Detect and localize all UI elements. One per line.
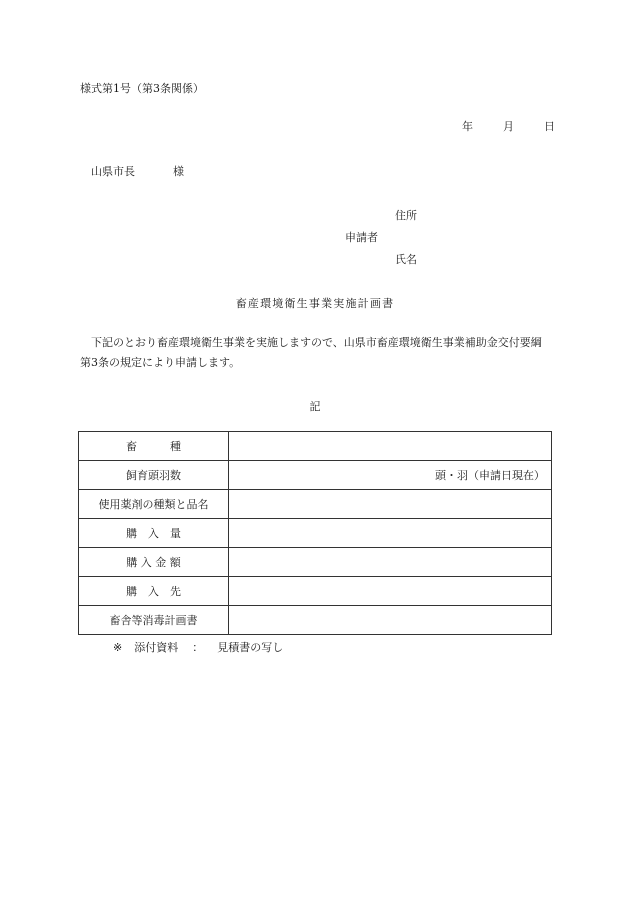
address-label: 住所 xyxy=(395,209,417,222)
row-label: 購 入 量 xyxy=(79,519,229,548)
addressee-name: 山県市長 xyxy=(91,165,135,178)
row-value[interactable] xyxy=(229,519,552,548)
date-line xyxy=(462,118,555,134)
row-value[interactable] xyxy=(229,606,552,635)
row-value[interactable]: 頭・羽（申請日現在） xyxy=(229,461,552,490)
table-row xyxy=(79,548,552,577)
row-label: 購 入 金 額 xyxy=(79,548,229,577)
table-row xyxy=(79,461,552,490)
date-month: 月 xyxy=(503,120,514,133)
row-label: 使用薬剤の種類と品名 xyxy=(79,490,229,519)
document-title: 畜産環境衛生事業実施計画書 xyxy=(235,297,395,310)
note-value: 見積書の写し xyxy=(217,641,284,654)
table-row xyxy=(79,606,552,635)
table-row xyxy=(79,519,552,548)
table-row xyxy=(79,577,552,606)
addressee xyxy=(91,163,184,179)
table-row xyxy=(79,432,552,461)
row-value[interactable] xyxy=(229,432,552,461)
table-row xyxy=(79,490,552,519)
row-label: 飼育頭羽数 xyxy=(79,461,229,490)
applicant-label: 申請者 xyxy=(345,231,378,244)
date-day: 日 xyxy=(544,120,555,133)
date-year: 年 xyxy=(462,120,473,133)
row-label: 畜 種 xyxy=(79,432,229,461)
ki-heading: 記 xyxy=(309,400,321,413)
note-label: 添付資料 xyxy=(134,641,179,654)
name-label: 氏名 xyxy=(395,253,417,266)
body-paragraph: 下記のとおり畜産環境衛生事業を実施しますので、山県市畜産環境衛生事業補助金交付要綱第3条の規定により申請します。 xyxy=(80,336,542,369)
note-colon: ： xyxy=(192,641,204,654)
row-value[interactable] xyxy=(229,577,552,606)
row-value[interactable] xyxy=(229,490,552,519)
plan-table xyxy=(78,431,552,635)
row-label: 購 入 先 xyxy=(79,577,229,606)
row-label: 畜舎等消毒計画書 xyxy=(79,606,229,635)
form-number: 様式第1号（第3条関係） xyxy=(80,82,204,95)
addressee-honorific: 様 xyxy=(173,165,184,178)
row-value[interactable] xyxy=(229,548,552,577)
note-mark: ※ xyxy=(113,641,123,654)
attachment-note xyxy=(113,639,283,655)
